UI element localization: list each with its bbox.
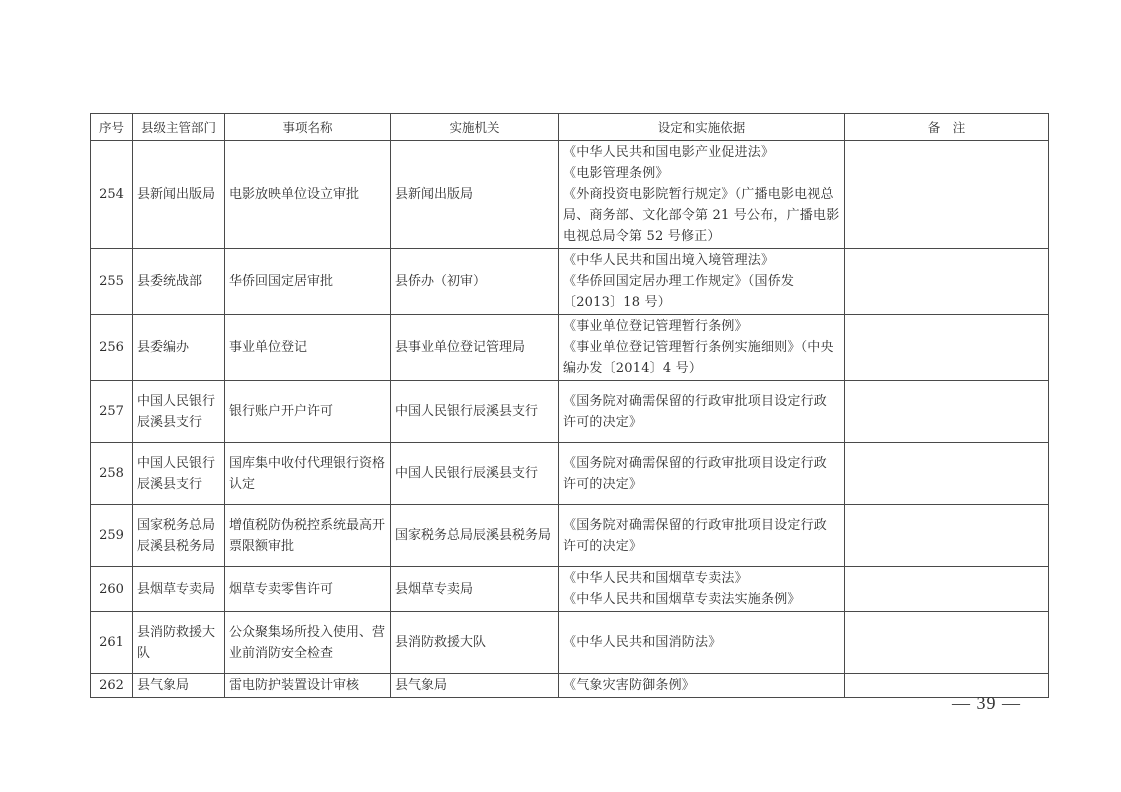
row-item: 银行账户开户许可: [225, 381, 391, 443]
row-item: 事业单位登记: [225, 315, 391, 381]
row-number: 255: [91, 249, 133, 315]
row-basis: 《国务院对确需保留的行政审批项目设定行政许可的决定》: [559, 505, 845, 567]
row-agency: 县消防救援大队: [391, 612, 559, 674]
row-dept: 中国人民银行辰溪县支行: [133, 381, 225, 443]
table-row: [91, 505, 1049, 567]
row-remark: [845, 612, 1049, 674]
header-dept: 县级主管部门: [133, 114, 225, 141]
header-agency: 实施机关: [391, 114, 559, 141]
header-item: 事项名称: [225, 114, 391, 141]
row-basis: 《国务院对确需保留的行政审批项目设定行政许可的决定》: [559, 443, 845, 505]
row-agency: 县烟草专卖局: [391, 567, 559, 612]
row-basis: 《气象灾害防御条例》: [559, 674, 845, 698]
table-row: [91, 381, 1049, 443]
row-agency: 国家税务总局辰溪县税务局: [391, 505, 559, 567]
row-number: 261: [91, 612, 133, 674]
table-row: [91, 315, 1049, 381]
row-number: 254: [91, 141, 133, 249]
row-dept: 县委编办: [133, 315, 225, 381]
row-remark: [845, 315, 1049, 381]
table-row: [91, 443, 1049, 505]
row-remark: [845, 249, 1049, 315]
row-item: 国库集中收付代理银行资格认定: [225, 443, 391, 505]
row-basis: 《中华人民共和国电影产业促进法》 《电影管理条例》 《外商投资电影院暂行规定》（广播电影电视总局、商务部、文化部令第 21 号公布，广播电影电视总局令第 52 号修正）: [559, 141, 845, 249]
row-item: 增值税防伪税控系统最高开票限额审批: [225, 505, 391, 567]
header-remark: 备 注: [845, 114, 1049, 141]
row-dept: 国家税务总局辰溪县税务局: [133, 505, 225, 567]
row-basis: 《中华人民共和国消防法》: [559, 612, 845, 674]
row-item: 雷电防护装置设计审核: [225, 674, 391, 698]
table-header-row: [91, 114, 1049, 141]
row-number: 260: [91, 567, 133, 612]
row-basis: 《中华人民共和国烟草专卖法》 《中华人民共和国烟草专卖法实施条例》: [559, 567, 845, 612]
header-basis: 设定和实施依据: [559, 114, 845, 141]
row-agency: 县事业单位登记管理局: [391, 315, 559, 381]
row-remark: [845, 141, 1049, 249]
row-dept: 县气象局: [133, 674, 225, 698]
row-agency: 县气象局: [391, 674, 559, 698]
table-row: [91, 567, 1049, 612]
row-dept: 县消防救援大队: [133, 612, 225, 674]
approval-items-table: [90, 113, 1049, 698]
row-remark: [845, 505, 1049, 567]
row-dept: 县烟草专卖局: [133, 567, 225, 612]
row-agency: 县新闻出版局: [391, 141, 559, 249]
row-item: 华侨回国定居审批: [225, 249, 391, 315]
row-number: 262: [91, 674, 133, 698]
row-basis: 《国务院对确需保留的行政审批项目设定行政许可的决定》: [559, 381, 845, 443]
row-item: 烟草专卖零售许可: [225, 567, 391, 612]
row-dept: 县委统战部: [133, 249, 225, 315]
row-remark: [845, 567, 1049, 612]
row-number: 257: [91, 381, 133, 443]
row-agency: 中国人民银行辰溪县支行: [391, 381, 559, 443]
header-index: 序号: [91, 114, 133, 141]
table-row: [91, 612, 1049, 674]
page-number: — 39 —: [952, 693, 1021, 713]
row-dept: 中国人民银行辰溪县支行: [133, 443, 225, 505]
row-item: 公众聚集场所投入使用、营业前消防安全检查: [225, 612, 391, 674]
row-remark: [845, 443, 1049, 505]
table-row: [91, 249, 1049, 315]
row-agency: 县侨办（初审）: [391, 249, 559, 315]
row-number: 256: [91, 315, 133, 381]
row-remark: [845, 381, 1049, 443]
row-agency: 中国人民银行辰溪县支行: [391, 443, 559, 505]
table-row: [91, 141, 1049, 249]
row-dept: 县新闻出版局: [133, 141, 225, 249]
row-item: 电影放映单位设立审批: [225, 141, 391, 249]
row-basis: 《中华人民共和国出境入境管理法》 《华侨回国定居办理工作规定》（国侨发〔2013〕18 号）: [559, 249, 845, 315]
row-number: 259: [91, 505, 133, 567]
row-basis: 《事业单位登记管理暂行条例》 《事业单位登记管理暂行条例实施细则》（中央编办发〔2014〕4 号）: [559, 315, 845, 381]
table-row: [91, 674, 1049, 698]
row-number: 258: [91, 443, 133, 505]
